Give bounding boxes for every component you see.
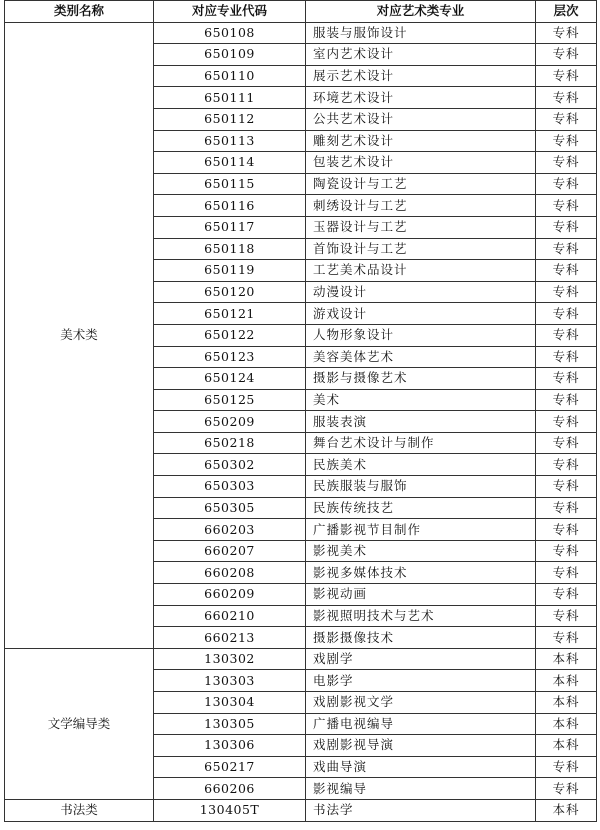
code-cell: 650113 bbox=[154, 130, 306, 152]
header-major: 对应艺术类专业 bbox=[306, 1, 536, 23]
level-cell: 专科 bbox=[536, 605, 597, 627]
level-cell: 专科 bbox=[536, 281, 597, 303]
major-cell: 游戏设计 bbox=[306, 303, 536, 325]
level-cell: 专科 bbox=[536, 195, 597, 217]
code-cell: 130306 bbox=[154, 735, 306, 757]
level-cell: 专科 bbox=[536, 173, 597, 195]
code-cell: 650124 bbox=[154, 368, 306, 390]
major-cell: 工艺美术品设计 bbox=[306, 260, 536, 282]
major-cell: 书法学 bbox=[306, 799, 536, 821]
level-cell: 本科 bbox=[536, 648, 597, 670]
code-cell: 130302 bbox=[154, 648, 306, 670]
level-cell: 专科 bbox=[536, 476, 597, 498]
header-level: 层次 bbox=[536, 1, 597, 23]
level-cell: 专科 bbox=[536, 216, 597, 238]
major-cell: 影视多媒体技术 bbox=[306, 562, 536, 584]
category-cell: 美术类 bbox=[5, 22, 154, 648]
major-cell: 人物形象设计 bbox=[306, 324, 536, 346]
major-cell: 美容美体艺术 bbox=[306, 346, 536, 368]
header-category: 类别名称 bbox=[5, 1, 154, 23]
major-cell: 展示艺术设计 bbox=[306, 65, 536, 87]
code-cell: 650123 bbox=[154, 346, 306, 368]
major-cell: 民族服装与服饰 bbox=[306, 476, 536, 498]
code-cell: 650108 bbox=[154, 22, 306, 44]
major-cell: 影视照明技术与艺术 bbox=[306, 605, 536, 627]
table-body bbox=[5, 22, 597, 821]
level-cell: 专科 bbox=[536, 238, 597, 260]
code-cell: 130303 bbox=[154, 670, 306, 692]
code-cell: 650303 bbox=[154, 476, 306, 498]
code-cell: 650302 bbox=[154, 454, 306, 476]
code-cell: 650209 bbox=[154, 411, 306, 433]
table-row bbox=[5, 648, 597, 670]
level-cell: 专科 bbox=[536, 432, 597, 454]
major-cell: 雕刻艺术设计 bbox=[306, 130, 536, 152]
code-cell: 660208 bbox=[154, 562, 306, 584]
code-cell: 650118 bbox=[154, 238, 306, 260]
code-cell: 650119 bbox=[154, 260, 306, 282]
code-cell: 650218 bbox=[154, 432, 306, 454]
major-cell: 动漫设计 bbox=[306, 281, 536, 303]
level-cell: 专科 bbox=[536, 540, 597, 562]
level-cell: 专科 bbox=[536, 22, 597, 44]
major-cell: 室内艺术设计 bbox=[306, 44, 536, 66]
level-cell: 本科 bbox=[536, 799, 597, 821]
level-cell: 专科 bbox=[536, 778, 597, 800]
level-cell: 本科 bbox=[536, 670, 597, 692]
category-cell: 文学编导类 bbox=[5, 648, 154, 799]
code-cell: 650114 bbox=[154, 152, 306, 174]
major-cell: 民族传统技艺 bbox=[306, 497, 536, 519]
major-cell: 美术 bbox=[306, 389, 536, 411]
level-cell: 专科 bbox=[536, 562, 597, 584]
code-cell: 130405T bbox=[154, 799, 306, 821]
code-cell: 650121 bbox=[154, 303, 306, 325]
header-row bbox=[5, 1, 597, 23]
level-cell: 专科 bbox=[536, 260, 597, 282]
major-cell: 广播影视节目制作 bbox=[306, 519, 536, 541]
code-cell: 660209 bbox=[154, 584, 306, 606]
code-cell: 650112 bbox=[154, 108, 306, 130]
code-cell: 660210 bbox=[154, 605, 306, 627]
major-cell: 摄影摄像技术 bbox=[306, 627, 536, 649]
code-cell: 660203 bbox=[154, 519, 306, 541]
major-cell: 戏剧影视文学 bbox=[306, 692, 536, 714]
level-cell: 专科 bbox=[536, 346, 597, 368]
level-cell: 专科 bbox=[536, 497, 597, 519]
code-cell: 660206 bbox=[154, 778, 306, 800]
level-cell: 专科 bbox=[536, 519, 597, 541]
table-container bbox=[4, 0, 597, 822]
code-cell: 650217 bbox=[154, 756, 306, 778]
major-cell: 首饰设计与工艺 bbox=[306, 238, 536, 260]
major-table bbox=[4, 0, 597, 822]
table-row bbox=[5, 799, 597, 821]
level-cell: 专科 bbox=[536, 756, 597, 778]
code-cell: 660213 bbox=[154, 627, 306, 649]
major-cell: 刺绣设计与工艺 bbox=[306, 195, 536, 217]
level-cell: 专科 bbox=[536, 411, 597, 433]
major-cell: 摄影与摄像艺术 bbox=[306, 368, 536, 390]
code-cell: 650305 bbox=[154, 497, 306, 519]
code-cell: 650122 bbox=[154, 324, 306, 346]
level-cell: 专科 bbox=[536, 87, 597, 109]
code-cell: 130304 bbox=[154, 692, 306, 714]
level-cell: 专科 bbox=[536, 584, 597, 606]
major-cell: 公共艺术设计 bbox=[306, 108, 536, 130]
level-cell: 专科 bbox=[536, 303, 597, 325]
code-cell: 650120 bbox=[154, 281, 306, 303]
code-cell: 650116 bbox=[154, 195, 306, 217]
header-code: 对应专业代码 bbox=[154, 1, 306, 23]
major-cell: 民族美术 bbox=[306, 454, 536, 476]
major-cell: 包装艺术设计 bbox=[306, 152, 536, 174]
major-cell: 服装表演 bbox=[306, 411, 536, 433]
code-cell: 650110 bbox=[154, 65, 306, 87]
code-cell: 650125 bbox=[154, 389, 306, 411]
major-cell: 舞台艺术设计与制作 bbox=[306, 432, 536, 454]
code-cell: 650117 bbox=[154, 216, 306, 238]
major-cell: 陶瓷设计与工艺 bbox=[306, 173, 536, 195]
code-cell: 650111 bbox=[154, 87, 306, 109]
level-cell: 专科 bbox=[536, 627, 597, 649]
level-cell: 专科 bbox=[536, 454, 597, 476]
major-cell: 环境艺术设计 bbox=[306, 87, 536, 109]
level-cell: 专科 bbox=[536, 368, 597, 390]
major-cell: 电影学 bbox=[306, 670, 536, 692]
level-cell: 专科 bbox=[536, 130, 597, 152]
level-cell: 本科 bbox=[536, 692, 597, 714]
code-cell: 660207 bbox=[154, 540, 306, 562]
level-cell: 专科 bbox=[536, 389, 597, 411]
major-cell: 影视动画 bbox=[306, 584, 536, 606]
major-cell: 戏曲导演 bbox=[306, 756, 536, 778]
level-cell: 本科 bbox=[536, 713, 597, 735]
major-cell: 戏剧影视导演 bbox=[306, 735, 536, 757]
level-cell: 专科 bbox=[536, 44, 597, 66]
table-row bbox=[5, 22, 597, 44]
level-cell: 专科 bbox=[536, 65, 597, 87]
major-cell: 玉器设计与工艺 bbox=[306, 216, 536, 238]
category-cell: 书法类 bbox=[5, 799, 154, 821]
major-cell: 影视美术 bbox=[306, 540, 536, 562]
major-cell: 服装与服饰设计 bbox=[306, 22, 536, 44]
level-cell: 专科 bbox=[536, 152, 597, 174]
level-cell: 专科 bbox=[536, 108, 597, 130]
major-cell: 戏剧学 bbox=[306, 648, 536, 670]
code-cell: 650115 bbox=[154, 173, 306, 195]
major-cell: 影视编导 bbox=[306, 778, 536, 800]
level-cell: 本科 bbox=[536, 735, 597, 757]
table-header bbox=[5, 1, 597, 23]
major-cell: 广播电视编导 bbox=[306, 713, 536, 735]
code-cell: 130305 bbox=[154, 713, 306, 735]
code-cell: 650109 bbox=[154, 44, 306, 66]
level-cell: 专科 bbox=[536, 324, 597, 346]
